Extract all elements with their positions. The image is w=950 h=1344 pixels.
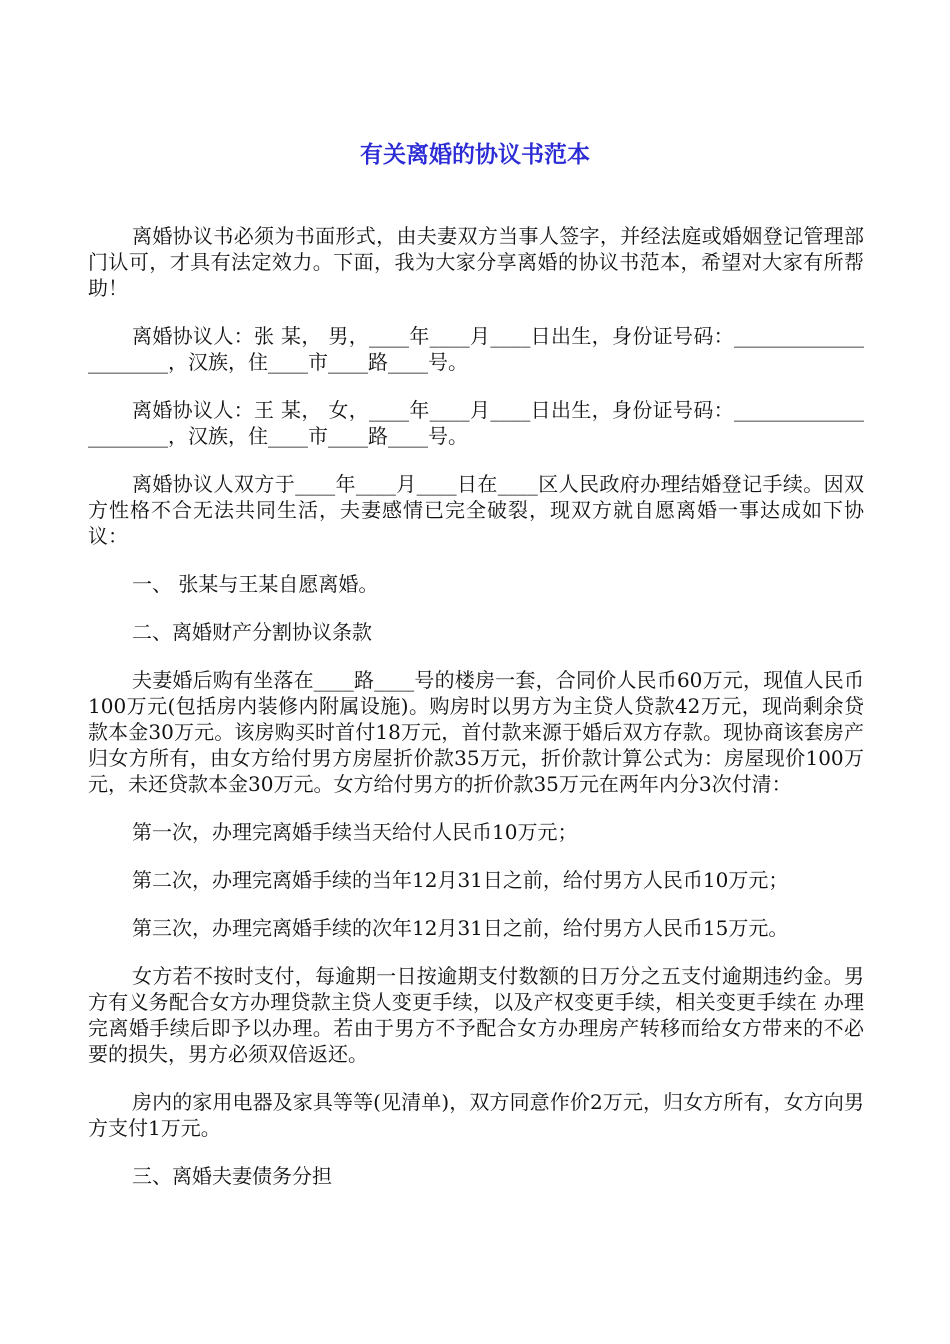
document-title: 有关离婚的协议书范本 [360, 142, 590, 168]
party-zhang-paragraph: 离婚协议人：张 某， 男，____年____月____日出生，身份证号码：_____________________，汉族，住____市____路____号。 [88, 324, 864, 374]
clause-three-heading: 三、离婚夫妻债务分担 [132, 1164, 332, 1188]
payment-third-paragraph: 第三次，办理完离婚手续的次年12月31日之前，给付男方人民币15万元。 [132, 916, 789, 940]
appliances-paragraph: 房内的家用电器及家具等等(见清单)，双方同意作价2万元，归女方所有，女方向男方支付1万元。 [88, 1090, 864, 1140]
payment-first-paragraph: 第一次，办理完离婚手续当天给付人民币10万元； [132, 820, 578, 844]
clause-two-heading: 二、离婚财产分割协议条款 [132, 620, 372, 644]
marriage-registration-paragraph: 离婚协议人双方于____年____月____日在____区人民政府办理结婚登记手续。因双方性格不合无法共同生活，夫妻感情已完全破裂，现双方就自愿离婚一事达成如下协议： [88, 472, 864, 548]
clause-one-heading: 一、 张某与王某自愿离婚。 [132, 572, 379, 596]
late-payment-paragraph: 女方若不按时支付，每逾期一日按逾期支付数额的日万分之五支付逾期违约金。男方有义务配合女方办理贷款主贷人变更手续，以及产权变更手续，相关变更手续在 办理完离婚手续后即予以办理。若由于男方不予配合女方办理房产转移而给女方带来的不必要的损失，男方必须双倍返还。 [88, 964, 864, 1066]
intro-paragraph: 离婚协议书必须为书面形式，由夫妻双方当事人签字，并经法庭或婚姻登记管理部门认可，才具有法定效力。下面，我为大家分享离婚的协议书范本，希望对大家有所帮助！ [88, 224, 864, 300]
party-wang-paragraph: 离婚协议人：王 某， 女，____年____月____日出生，身份证号码：_____________________，汉族，住____市____路____号。 [88, 398, 864, 448]
document-body [88, 223, 864, 1211]
payment-second-paragraph: 第二次，办理完离婚手续的当年12月31日之前，给付男方人民币10万元； [132, 868, 789, 892]
property-paragraph: 夫妻婚后购有坐落在____路____号的楼房一套，合同价人民币60万元，现值人民币100万元(包括房内装修内附属设施)。购房时以男方为主贷人贷款42万元，现尚剩余贷款本金30万元。该房购买时首付18万元，首付款来源于婚后双方存款。现协商该套房产归女方所有，由女方给付男方房屋折价款35万元，折价款计算公式为：房屋现价100万元，未还贷款本金30万元。女方给付男方的折价款35万元在两年内分3次付清： [88, 668, 864, 796]
